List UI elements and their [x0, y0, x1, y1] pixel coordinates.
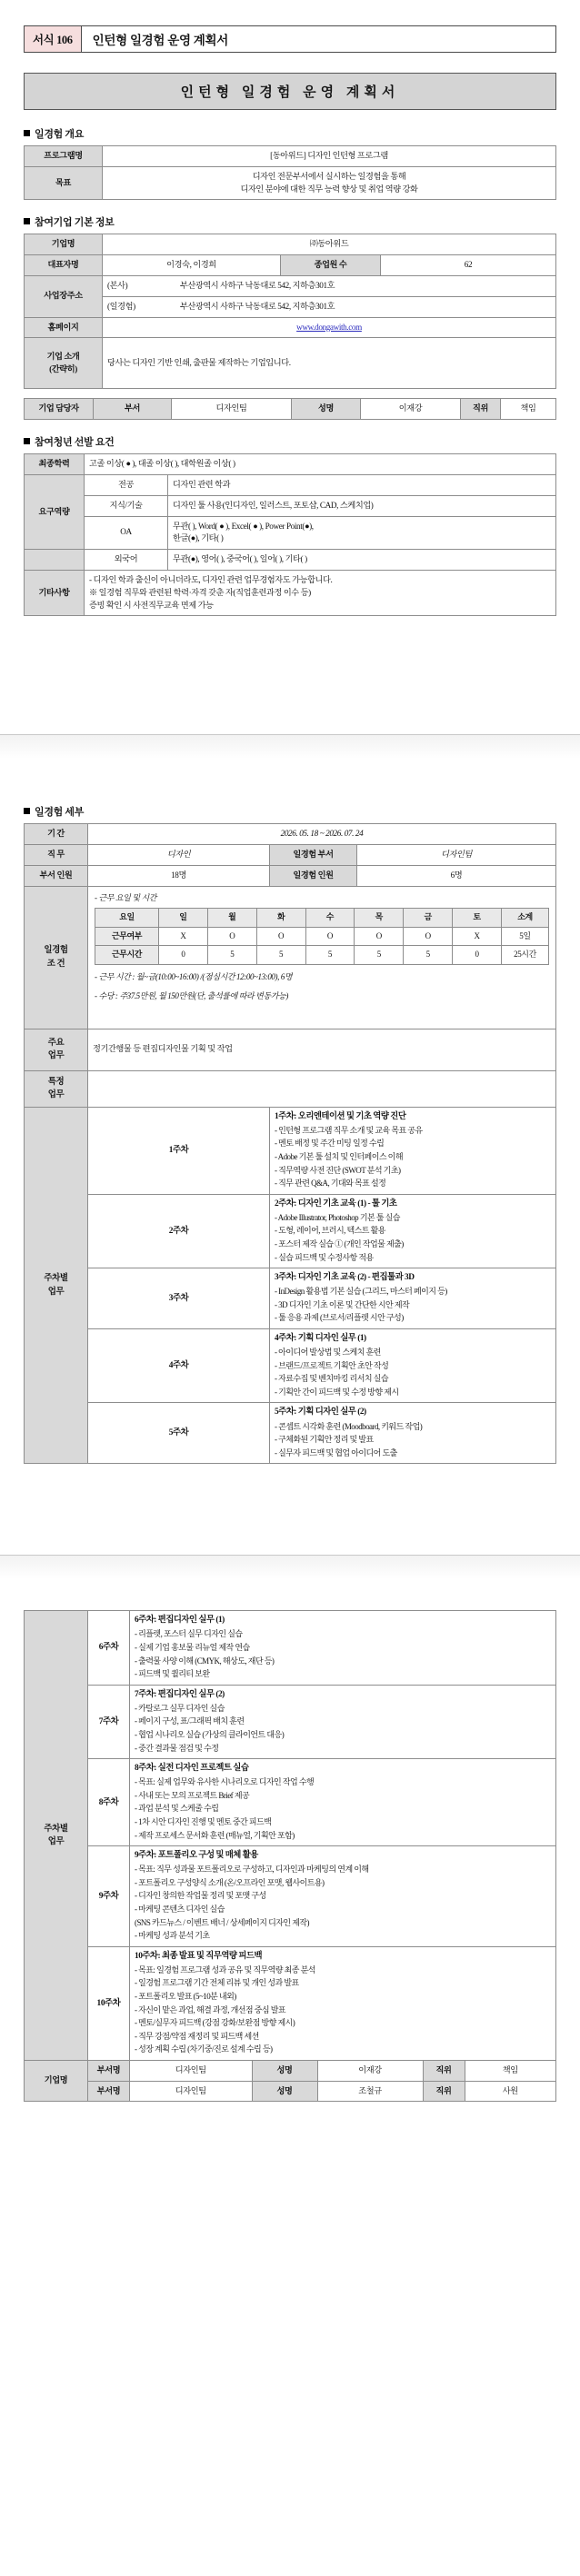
goal-value [103, 166, 556, 200]
table-row [25, 166, 556, 200]
ceo-value: 이경숙, 이경희 [103, 255, 281, 276]
bullet-square-icon [24, 130, 30, 136]
week-5-body [270, 1403, 556, 1464]
week-10-item-5: - 직무 강점/약점 재정리 및 피드백 세션 [135, 2031, 259, 2041]
dept-headcount-value: 18명 [88, 865, 270, 886]
footer-dept-value-2: 디자인팀 [130, 2082, 252, 2102]
weekly-task-label-line2: 업무 [47, 1837, 65, 1847]
footer-inner-table-1 [130, 2061, 555, 2081]
work-hours-7: 0 [453, 946, 502, 965]
company-name-value: ㈜동아위드 [103, 234, 556, 255]
table-row [25, 255, 556, 276]
days-header-1: 일 [159, 909, 208, 928]
contact-dept-label: 부서 [94, 399, 172, 420]
work-flag-6: O [404, 927, 453, 946]
table-row [25, 824, 556, 845]
oa-value [168, 516, 556, 550]
table-row-week [25, 1107, 556, 1194]
week-3-label: 3주차 [88, 1268, 270, 1329]
week-1-body [270, 1107, 556, 1194]
days-header-3: 화 [256, 909, 305, 928]
footer-cell-1 [130, 2060, 556, 2081]
footer-pos-value-2: 사원 [502, 2085, 518, 2095]
oa-value-line2: 한글(●), 기타( ) [173, 533, 224, 543]
table-row [25, 234, 556, 255]
page-1 [0, 0, 580, 725]
week-6-title: 6주차: 편집디자인 실무 (1) [135, 1616, 225, 1626]
competency-label: 요구역량 [25, 474, 85, 549]
work-hours-row [95, 946, 549, 965]
week-4-item-2: - 자료수집 및 벤치마킹 리서치 실습 [275, 1374, 388, 1384]
week-10-item-2: - 포트폴리오 발표 (5~10분 내외) [135, 1991, 236, 2001]
table-row [25, 296, 556, 317]
table-row-special-task [25, 1070, 556, 1107]
days-header-4: 수 [305, 909, 355, 928]
work-hours-3: 5 [256, 946, 305, 965]
work-flag-4: O [305, 927, 355, 946]
bullet-square-icon [24, 218, 30, 224]
etc-value [85, 570, 556, 615]
work-days-table [95, 908, 549, 965]
work-hours-5: 5 [355, 946, 404, 965]
footer-pos-label-1: 직위 [423, 2061, 465, 2081]
dept-headcount-label: 부서 인원 [25, 865, 88, 886]
intern-dept-label: 일경험 부서 [270, 845, 357, 866]
days-header-2: 월 [207, 909, 256, 928]
table-row [25, 570, 556, 615]
goal-line-2: 디자인 분야에 대한 직무 능력 향상 및 취업 역량 강화 [240, 184, 418, 194]
main-task-value: 정기간행물 등 편집디자인물 기획 및 작업 [88, 1029, 556, 1070]
contact-position-value: 책임 [501, 399, 556, 420]
etc-label: 기타사항 [25, 570, 85, 615]
week-8-item-4: - 제작 프로세스 문서화 훈련 (매뉴얼, 기획안 포함) [135, 1830, 295, 1840]
week-1-label: 1주차 [88, 1107, 270, 1194]
days-header-7: 토 [453, 909, 502, 928]
work-flag-label: 근무여부 [95, 927, 159, 946]
week-3-item-0: - InDesign 활용법 기본 실습 (그리드, 마스터 페이지 등) [275, 1287, 447, 1297]
work-days-header-row [95, 909, 549, 928]
table-row-week [25, 1759, 556, 1846]
employees-label: 종업원 수 [281, 255, 381, 276]
week-7-item-0: - 카탈로그 실무 디자인 실습 [135, 1703, 225, 1713]
work-flag-3: O [256, 927, 305, 946]
week-4-item-3: - 기획안 간이 피드백 및 수정 방향 제시 [275, 1387, 399, 1397]
work-condition-label-line1: 일경험 [44, 946, 68, 956]
contact-position-label: 직위 [461, 399, 501, 420]
etc-line-3: 증빙 확인 시 사전직무교육 면제 가능 [89, 600, 214, 610]
footer-row-2 [25, 2081, 556, 2102]
address-hq-label: (본사) [107, 280, 128, 290]
weekly-table-continued [24, 1610, 556, 2102]
job-label: 직 무 [25, 845, 88, 866]
section-heading-overview: 일경험 개요 [24, 126, 556, 141]
education-value: 고졸 이상( ● ), 대졸 이상( ), 대학원졸 이상( ) [85, 454, 556, 475]
program-name-value: [동아위드] 디자인 인턴형 프로그램 [103, 146, 556, 167]
work-hours-1: 0 [159, 946, 208, 965]
week-3-body [270, 1268, 556, 1329]
week-4-title: 4주차: 기획 디자인 실무 (1) [275, 1334, 366, 1343]
lang-value: 무관(●), 영어( ), 중국어( ), 일어( ), 기타( ) [168, 550, 556, 571]
special-task-label-line2: 업무 [47, 1090, 65, 1100]
table-row-work-condition [25, 886, 556, 1029]
footer-dept-value-1: 디자인팀 [130, 2061, 252, 2081]
week-9-body [130, 1846, 556, 1947]
table-row-week [25, 1946, 556, 2060]
special-task-value [88, 1070, 556, 1107]
week-8-label: 8주차 [88, 1759, 130, 1846]
week-3-item-1: - 3D 디자인 기초 이론 및 간단한 시안 제작 [275, 1299, 410, 1309]
week-1-item-3: - 직무역량 사전 진단 (SWOT 분석 기초) [275, 1165, 401, 1175]
week-8-body [130, 1759, 556, 1846]
footer-company-label: 기업명 [25, 2060, 88, 2102]
main-task-label-line2: 업무 [47, 1051, 65, 1061]
week-8-item-2: - 과업 분석 및 스케줄 수립 [135, 1804, 219, 1814]
contact-name-value: 이재강 [361, 399, 461, 420]
table-row [25, 516, 556, 550]
days-header-5: 목 [355, 909, 404, 928]
week-10-item-0: - 목표: 일경험 프로그램 성과 공유 및 직무역량 최종 분석 [135, 1964, 315, 1974]
week-4-body [270, 1329, 556, 1403]
bullet-square-icon [24, 438, 30, 444]
selection-table [24, 453, 556, 616]
week-1-title: 1주차: 오리엔테이션 및 기초 역량 진단 [275, 1111, 406, 1121]
education-label: 최종학력 [25, 454, 85, 475]
week-6-item-2: - 출력물 사양 이해 (CMYK, 해상도, 재단 등) [135, 1656, 275, 1666]
week-4-label: 4주차 [88, 1329, 270, 1403]
week-8-item-1: - 사내 또는 모의 프로젝트 Brief 제공 [135, 1790, 250, 1800]
week-6-item-0: - 리플렛, 포스터 실무 디자인 실습 [135, 1629, 243, 1639]
week-10-item-1: - 일경험 프로그램 기간 전체 리뷰 및 개인 성과 발표 [135, 1978, 299, 1988]
page-2 [0, 759, 580, 1546]
table-row [25, 495, 556, 516]
contact-name-label: 성명 [292, 399, 361, 420]
work-condition-label [25, 886, 88, 1029]
work-condition-label-line2: 조 건 [46, 959, 65, 969]
oa-value-line1: 무관( ), Word( ● ), Excel( ● ), Power Point(●), [173, 521, 314, 531]
week-5-item-1: - 구체화된 기획안 정리 및 발표 [275, 1435, 374, 1445]
table-row [25, 317, 556, 338]
week-1-item-1: - 멘토 배정 및 주간 미팅 일정 수립 [275, 1139, 385, 1149]
week-9-item-2: - 디자인 창의한 작업물 정리 및 포맷 구성 [135, 1891, 266, 1901]
weekly-task-label-line1: 주차별 [44, 1274, 68, 1284]
work-time-note: - 근무 시간 : 월~금(10:00~16:00) /(점심시간 12:00~13:00), 6명 [95, 971, 293, 981]
bullet-square-icon [24, 808, 30, 814]
week-2-label: 2주차 [88, 1194, 270, 1268]
work-flag-total: 5일 [502, 927, 549, 946]
week-7-item-3: - 중간 결과물 점검 및 수정 [135, 1743, 219, 1753]
table-row-week [25, 1194, 556, 1268]
detail-table [24, 823, 556, 1464]
address-hq-row [103, 275, 556, 296]
skill-label: 지식/기술 [85, 495, 168, 516]
week-7-body [130, 1685, 556, 1758]
week-9-item-1: - 포트폴리오 구성양식 소개 (온/오프라인 포맷, 웹사이트용) [135, 1877, 325, 1887]
company-intro-label-line2: (간략히) [49, 363, 77, 373]
week-10-title: 10주차: 최종 발표 및 직무역량 피드백 [135, 1951, 263, 1961]
weekly-task-label-line2: 업무 [47, 1287, 65, 1297]
work-condition-heading: - 근무 요일 및 시간 [95, 892, 157, 902]
week-10-item-3: - 자신이 맡은 과업, 해결 과정, 개선점 중심 발표 [135, 2004, 286, 2014]
table-row [25, 845, 556, 866]
page-break-1 [0, 734, 580, 759]
allowance-note: - 수당 : 주37.5만원, 월 150만원(단, 출석률에 따라 변동가능) [95, 991, 288, 1001]
week-7-label: 7주차 [88, 1685, 130, 1758]
main-task-label-line1: 주요 [47, 1038, 65, 1048]
etc-line-1: - 디자인 학과 출신이 아니더라도, 디자인 관련 업무경험자도 가능합니다. [89, 574, 333, 584]
homepage-link[interactable]: www.dongawith.com [296, 322, 362, 332]
table-row [25, 338, 556, 389]
week-6-label: 6주차 [88, 1611, 130, 1685]
address-site-label: (일경험) [107, 301, 135, 311]
goal-label: 목표 [25, 166, 103, 200]
special-task-label-line1: 특정 [47, 1077, 65, 1087]
footer-name-label-1: 성명 [252, 2061, 317, 2081]
week-7-item-2: - 협업 시나리오 실습 (가상의 클라이언트 대응) [135, 1729, 285, 1739]
etc-line-2: ※ 일경험 직무와 관련된 학력·자격 갖춘 자(직업훈련과정 이수 등) [89, 587, 311, 597]
program-name-label: 프로그램명 [25, 146, 103, 167]
company-name-label: 기업명 [25, 234, 103, 255]
week-6-body [130, 1611, 556, 1685]
period-value: 2026. 05. 18 ~ 2026. 07. 24 [88, 824, 556, 845]
special-task-label [25, 1070, 88, 1107]
week-9-item-5: - 마케팅 성과 분석 기초 [135, 1931, 210, 1941]
section-heading-detail: 일경험 세부 [24, 804, 556, 819]
table-row-week [25, 1846, 556, 1947]
work-condition-cell [88, 886, 556, 1029]
week-1-item-4: - 직무 관련 Q&A, 기대와 목표 설정 [275, 1179, 386, 1189]
work-flag-2: O [207, 927, 256, 946]
address-site-row [103, 296, 556, 317]
footer-inner-table-2 [130, 2082, 555, 2102]
form-number-tag: 서식 106 [24, 25, 82, 53]
work-flag-7: X [453, 927, 502, 946]
ceo-label: 대표자명 [25, 255, 103, 276]
footer-cell-2 [130, 2081, 556, 2102]
major-value: 디자인 관련 학과 [168, 474, 556, 495]
weekly-task-label-continued [25, 1611, 88, 2061]
address-label: 사업장주소 [25, 275, 103, 317]
table-row [25, 550, 556, 571]
table-row [25, 454, 556, 475]
week-6-item-1: - 실제 기업 홍보물 리뉴얼 제작 연습 [135, 1642, 250, 1652]
week-8-title: 8주차: 실전 디자인 프로젝트 실습 [135, 1764, 249, 1774]
footer-dept-label-2: 부서명 [88, 2081, 130, 2102]
table-row [25, 275, 556, 296]
week-10-item-4: - 멘토/실무자 피드백 (강점 강화/보완점 방향 제시) [135, 2018, 295, 2028]
homepage-cell [103, 317, 556, 338]
table-row [130, 2061, 555, 2081]
week-7-title: 7주차: 편집디자인 실무 (2) [135, 1689, 225, 1699]
week-5-item-2: - 실무자 피드백 및 협업 아이디어 도출 [275, 1447, 397, 1457]
lang-spacer [25, 550, 85, 571]
intern-headcount-label: 일경험 인원 [270, 865, 357, 886]
footer-name-label-2: 성명 [252, 2082, 317, 2102]
document-title: 인턴형 일경험 운영 계획서 [24, 73, 556, 110]
company-intro-label [25, 338, 103, 389]
intern-dept-value: 디자인팀 [357, 845, 556, 866]
skill-value: 디자인 툴 사용(인디자인, 일러스트, 포토샵, CAD, 스케치업) [168, 495, 556, 516]
address-site-value: 부산광역시 사하구 낙동대로 542, 지하층301호 [179, 301, 335, 311]
form-header [24, 25, 556, 53]
days-header-8: 소계 [502, 909, 549, 928]
contact-label: 기업 담당자 [25, 399, 94, 420]
page-1-bottom-space [24, 616, 556, 725]
week-5-title: 5주차: 기획 디자인 실무 (2) [275, 1407, 366, 1417]
intern-headcount-value: 6명 [357, 865, 556, 886]
table-row [25, 399, 556, 420]
table-row [25, 865, 556, 886]
overview-table [24, 145, 556, 200]
section-heading-selection: 참여청년 선발 요건 [24, 434, 556, 449]
main-task-label [25, 1029, 88, 1070]
footer-name-value-2: 조철규 [317, 2082, 423, 2102]
contact-dept-value: 디자인팀 [172, 399, 292, 420]
footer-pos-value-1: 책임 [502, 2064, 518, 2074]
weekly-task-label-line1: 주차별 [44, 1824, 68, 1834]
work-days-row [95, 927, 549, 946]
table-row [25, 146, 556, 167]
table-row [25, 474, 556, 495]
goal-line-1: 디자인 전문부서에서 실시하는 일경험을 통해 [252, 171, 406, 181]
week-9-title: 9주차: 포트폴리오 구성 및 매체 활용 [135, 1851, 258, 1861]
job-value: 디자인 [88, 845, 270, 866]
work-hours-2: 5 [207, 946, 256, 965]
week-10-label: 10주차 [88, 1946, 130, 2060]
work-hours-total: 25시간 [502, 946, 549, 965]
week-2-item-0: - Adobe Illustrator, Photoshop 기본 툴 실습 [275, 1212, 400, 1222]
week-5-label: 5주차 [88, 1403, 270, 1464]
table-row-week [25, 1685, 556, 1758]
footer-name-value-1: 이재강 [317, 2061, 423, 2081]
footer-row-1 [25, 2060, 556, 2081]
week-2-item-2: - 포스터 제작 실습 ① (개인 작업물 제출) [275, 1239, 404, 1248]
table-row-week [25, 1611, 556, 1685]
work-flag-1: X [159, 927, 208, 946]
period-label: 기 간 [25, 824, 88, 845]
table-row-week [25, 1268, 556, 1329]
work-flag-5: O [355, 927, 404, 946]
week-2-item-1: - 도형, 레이어, 브러시, 텍스트 활용 [275, 1226, 385, 1236]
week-9-label: 9주차 [88, 1846, 130, 1947]
week-9-item-0: - 목표: 직무 성과물 포트폴리오로 구성하고, 디자인과 마케팅의 연계 이해 [135, 1865, 369, 1875]
table-row-week [25, 1329, 556, 1403]
week-4-item-1: - 브랜드/프로젝트 기획안 초안 작성 [275, 1360, 389, 1370]
week-3-title: 3주차: 디자인 기초 교육 (2) - 편집툴과 3D [275, 1273, 415, 1283]
section-heading-company: 참여기업 기본 정보 [24, 214, 556, 229]
company-table [24, 234, 556, 389]
week-1-item-2: - Adobe 기본 툴 설치 및 인터페이스 이해 [275, 1152, 403, 1161]
week-2-body [270, 1194, 556, 1268]
week-8-item-0: - 목표: 실제 업무와 유사한 시나리오로 디자인 작업 수행 [135, 1777, 315, 1787]
week-4-item-0: - 아이디어 발상법 및 스케치 훈련 [275, 1348, 381, 1358]
week-7-item-1: - 페이지 구성, 표/그래픽 배치 훈련 [135, 1716, 245, 1726]
lang-label: 외국어 [85, 550, 168, 571]
week-9-item-3: - 마케팅 콘텐츠 디자인 실습 [135, 1904, 225, 1914]
page-2-bottom-space [24, 1464, 556, 1546]
page-break-2 [0, 1555, 580, 1579]
footer-dept-label-1: 부서명 [88, 2060, 130, 2081]
major-label: 전공 [85, 474, 168, 495]
week-6-item-3: - 피드백 및 퀄리티 보완 [135, 1669, 210, 1679]
week-10-item-6: - 성장 계획 수립 (차기중/진로 설계 수립 등) [135, 2044, 273, 2054]
week-2-item-3: - 실습 피드백 및 수정사항 적용 [275, 1252, 374, 1262]
company-intro-label-line1: 기업 소개 [46, 352, 80, 362]
table-row [130, 2082, 555, 2102]
work-hours-label: 근무시간 [95, 946, 159, 965]
company-contact-table [24, 398, 556, 420]
table-row-main-task [25, 1029, 556, 1070]
week-2-title: 2주차: 디자인 기초 교육 (1) - 툴 기초 [275, 1198, 397, 1208]
work-hours-4: 5 [305, 946, 355, 965]
weekly-task-label [25, 1107, 88, 1464]
form-header-title: 인턴형 일경험 운영 계획서 [82, 25, 556, 53]
week-3-item-2: - 툴 응용 과제 (브로서/리플렛 시안 구성) [275, 1313, 404, 1323]
week-10-body [130, 1946, 556, 2060]
table-row-week [25, 1403, 556, 1464]
week-8-item-3: - 1차 시안 디자인 진행 및 멘토 중간 피드백 [135, 1816, 272, 1826]
days-header-6: 금 [404, 909, 453, 928]
days-header-0: 요일 [95, 909, 159, 928]
page-3 [0, 1579, 580, 2123]
oa-label: OA [85, 516, 168, 550]
footer-pos-label-2: 직위 [423, 2082, 465, 2102]
homepage-label: 홈페이지 [25, 317, 103, 338]
week-5-item-0: - 콘셉트 시각화 훈련 (Moodboard, 키워드 작업) [275, 1421, 423, 1431]
company-intro-value: 당사는 디자인 기반 인쇄, 출판물 제작하는 기업입니다. [103, 338, 556, 389]
address-hq-value: 부산광역시 사하구 낙동대로 542, 지하층301호 [179, 280, 335, 290]
week-9-item-4: (SNS 카드뉴스 / 이벤트 배너 / 상세페이지 디자인 제작) [135, 1917, 309, 1927]
work-hours-6: 5 [404, 946, 453, 965]
week-1-item-0: - 인턴형 프로그램 직무 소개 및 교육 목표 공유 [275, 1125, 423, 1135]
employees-value: 62 [381, 255, 556, 276]
